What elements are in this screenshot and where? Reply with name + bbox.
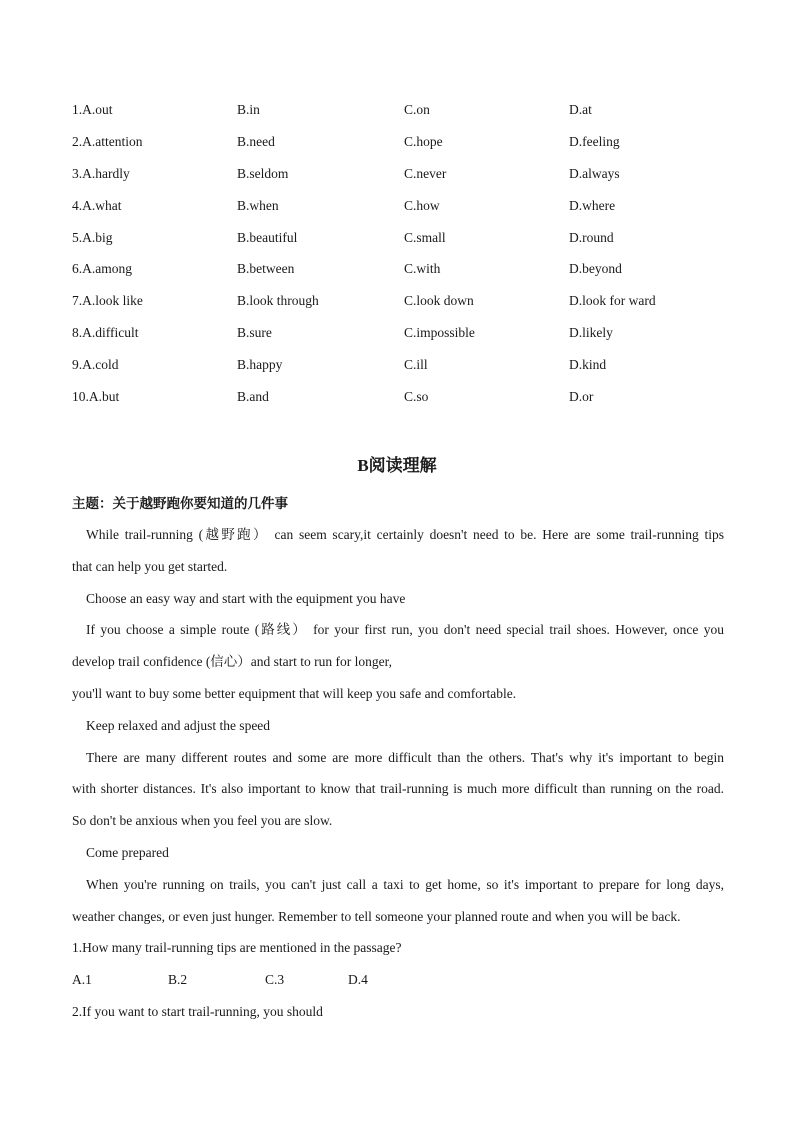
paragraph-line: weather changes, or even just hunger. Remember to tell someone your planned route and when you will be back.	[72, 908, 681, 924]
option-b: B.beautiful	[237, 229, 298, 245]
option-c: C.never	[404, 165, 447, 181]
option-row-10	[72, 387, 732, 419]
option-row-9	[72, 355, 732, 387]
subheading: Keep relaxed and adjust the speed	[86, 717, 271, 733]
option-a: 4.A.what	[72, 197, 122, 213]
option-b: B.need	[237, 133, 275, 149]
option-c: C.with	[404, 261, 441, 277]
option-b: B.when	[237, 197, 279, 213]
subheading: Choose an easy way and start with the equipment you have	[86, 590, 406, 606]
option-d: D.round	[569, 229, 614, 245]
option-row-5	[72, 228, 732, 260]
paragraph-line: If you choose a simple route (路线） for your first run, you don't need special trail shoes. However, once you	[86, 622, 724, 638]
option-row-7	[72, 291, 732, 323]
option-c: C.so	[404, 389, 429, 405]
answer-c: C.3	[265, 972, 285, 988]
option-b: B.happy	[237, 357, 283, 373]
option-c: C.how	[404, 197, 440, 213]
subheading: Come prepared	[86, 844, 169, 860]
question-stem: 1.How many trail-running tips are mentioned in the passage?	[72, 940, 402, 956]
option-row-2	[72, 132, 732, 164]
option-b: B.between	[237, 261, 295, 277]
question-stem: 2.If you want to start trail-running, you should	[72, 1003, 323, 1019]
option-d: D.feeling	[569, 133, 620, 149]
option-d: D.where	[569, 197, 616, 213]
option-a: 8.A.difficult	[72, 325, 139, 341]
option-d: D.look for ward	[569, 293, 656, 309]
option-d: D.kind	[569, 357, 607, 373]
reading-passage	[72, 525, 724, 1034]
section-title: B阅读理解	[357, 456, 437, 475]
paragraph-line: When you're running on trails, you can't just call a taxi to get home, so it's important to prepare for long days,	[86, 876, 724, 892]
paragraph-line: you'll want to buy some better equipment that will keep you safe and comfortable.	[72, 685, 517, 701]
option-row-6	[72, 259, 732, 291]
paragraph-line: There are many different routes and some are more difficult than the others. That's why it's important to begin	[86, 749, 724, 765]
option-a: 5.A.big	[72, 229, 113, 245]
option-b: B.in	[237, 102, 260, 117]
answer-a: A.1	[72, 972, 92, 988]
option-a: 6.A.among	[72, 261, 132, 277]
option-c: C.impossible	[404, 325, 475, 341]
option-c: C.look down	[404, 293, 474, 309]
option-row-1	[72, 100, 732, 132]
option-d: D.at	[569, 102, 592, 117]
option-c: C.hope	[404, 133, 443, 149]
answer-d: D.4	[348, 972, 368, 988]
option-d: D.or	[569, 389, 594, 405]
option-d: D.likely	[569, 325, 613, 341]
answer-choices	[72, 970, 724, 1002]
option-b: B.look through	[237, 293, 319, 309]
option-a: 7.A.look like	[72, 293, 143, 309]
option-c: C.on	[404, 102, 430, 117]
option-b: B.sure	[237, 325, 272, 341]
option-a: 3.A.hardly	[72, 165, 130, 181]
option-a: 10.A.but	[72, 389, 120, 405]
option-d: D.beyond	[569, 261, 622, 277]
option-a: 9.A.cold	[72, 357, 119, 373]
paragraph-line: develop trail confidence (信心）and start to run for longer,	[72, 654, 392, 670]
cloze-options	[72, 100, 732, 419]
option-row-8	[72, 323, 732, 355]
paragraph-line: that can help you get started.	[72, 558, 228, 574]
option-a: 1.A.out	[72, 102, 113, 117]
option-c: C.small	[404, 229, 446, 245]
topic-heading: 主题：关于越野跑你要知道的几件事	[72, 496, 288, 512]
option-a: 2.A.attention	[72, 133, 143, 149]
option-b: B.seldom	[237, 165, 289, 181]
paragraph-line: with shorter distances. It's also important to know that trail-running is much more difficult than running on the road.	[72, 781, 724, 797]
option-b: B.and	[237, 389, 269, 405]
paragraph-line: While trail-running (越野跑） can seem scary,it certainly doesn't need to be. Here are some trail-running tips	[86, 527, 724, 542]
paragraph-line: So don't be anxious when you feel you are slow.	[72, 813, 333, 829]
option-c: C.ill	[404, 357, 428, 373]
option-d: D.always	[569, 165, 620, 181]
option-row-4	[72, 196, 732, 228]
answer-b: B.2	[168, 972, 188, 988]
option-row-3	[72, 164, 732, 196]
